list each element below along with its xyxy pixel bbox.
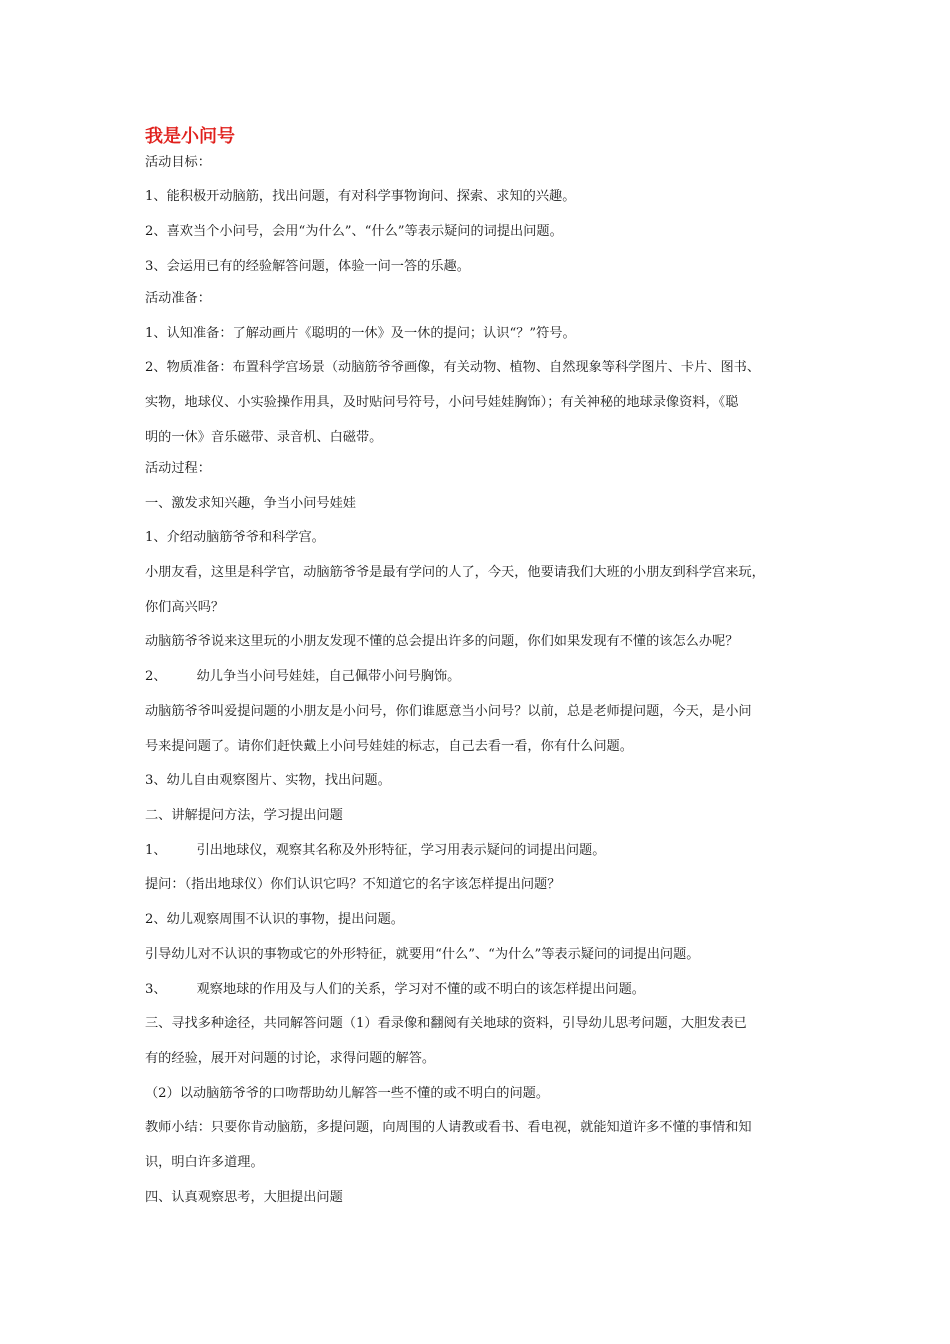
paragraph-line: 2、喜欢当个小问号，会用“为什么”、“什么”等表示疑问的词提出问题。 [145, 224, 563, 239]
paragraph-line: 明的一休》音乐磁带、录音机、白磁带。 [145, 430, 383, 445]
paragraph-line: 引导幼儿对不认识的事物或它的外形特征，就要用“什么”、“为什么”等表示疑问的词提出问题。 [145, 947, 700, 962]
paragraph-line: 1、介绍动脑筋爷爷和科学宫。 [145, 530, 325, 545]
paragraph-line: 动脑筋爷爷叫爱提问题的小朋友是小问号，你们谁愿意当小问号？以前，总是老师提问题，今天，是小问 [145, 704, 752, 719]
list-text: 幼儿争当小问号娃娃，自己佩带小问号胸饰。 [196, 669, 461, 684]
list-number: 1、 [145, 843, 167, 858]
paragraph-line: 3、会运用已有的经验解答问题，体验一问一答的乐趣。 [145, 259, 470, 274]
paragraph-line: 有的经验，展开对问题的讨论，求得问题的解答。 [145, 1051, 436, 1066]
paragraph-line: 实物，地球仪、小实验操作用具，及时贴问号符号，小问号娃娃胸饰）；有关神秘的地球录像资料，《聪 [145, 395, 739, 410]
paragraph-line: 识，明白许多道理。 [145, 1155, 264, 1170]
paragraph-line: 号来提问题了。请你们赶快戴上小问号娃娃的标志，自己去看一看，你有什么问题。 [145, 739, 633, 754]
paragraph-line: 1、能积极开动脑筋，找出问题，有对科学事物询问、探索、求知的兴趣。 [145, 189, 576, 204]
paragraph-line: 提问：（指出地球仪）你们认识它吗？不知道它的名字该怎样提出问题？ [145, 877, 561, 892]
paragraph-line: 小朋友看，这里是科学官，动脑筋爷爷是最有学问的人了，今天，他要请我们大班的小朋友到科学宫来玩， [145, 565, 765, 580]
section-heading-goals: 活动目标： [145, 155, 211, 170]
paragraph-line: 1、认知准备：了解动画片《聪明的一休》及一休的提问；认识“？”符号。 [145, 326, 576, 341]
section-heading-preparation: 活动准备： [145, 291, 211, 306]
paragraph-line: 四、认真观察思考，大胆提出问题 [145, 1190, 343, 1205]
paragraph-line: 三、寻找多种途径，共同解答问题（1）看录像和翻阅有关地球的资料，引导幼儿思考问题，大胆发表已 [145, 1016, 747, 1031]
paragraph-line: 2、幼儿观察周围不认识的事物，提出问题。 [145, 912, 404, 927]
section-heading-process: 活动过程： [145, 461, 211, 476]
list-number: 2、 [145, 669, 167, 684]
paragraph-line: 一、激发求知兴趣，争当小问号娃娃 [145, 496, 356, 511]
paragraph-line: 二、讲解提问方法，学习提出问题 [145, 808, 343, 823]
paragraph-line: （2）以动脑筋爷爷的口吻帮助幼儿解答一些不懂的或不明白的问题。 [145, 1086, 550, 1101]
list-number: 3、 [145, 982, 167, 997]
list-text: 引出地球仪，观察其名称及外形特征，学习用表示疑问的词提出问题。 [196, 843, 606, 858]
paragraph-line [145, 842, 605, 860]
list-text: 观察地球的作用及与人们的关系，学习对不懂的或不明白的该怎样提出问题。 [196, 982, 645, 997]
paragraph-line: 动脑筋爷爷说来这里玩的小朋友发现不懂的总会提出许多的问题，你们如果发现有不懂的该怎么办呢？ [145, 634, 739, 649]
paragraph-line [145, 668, 460, 686]
paragraph-line: 3、幼儿自由观察图片、实物，找出问题。 [145, 773, 391, 788]
paragraph-line: 你们高兴吗？ [145, 600, 225, 615]
paragraph-line: 2、物质准备：布置科学宫场景（动脑筋爷爷画像，有关动物、植物、自然现象等科学图片、卡片、图书、 [145, 360, 761, 375]
paragraph-line [145, 981, 645, 999]
paragraph-line: 教师小结：只要你肯动脑筋，多提问题，向周围的人请教或看书、看电视，就能知道许多不懂的事情和知 [145, 1120, 752, 1135]
document-title: 我是小问号 [145, 126, 235, 147]
